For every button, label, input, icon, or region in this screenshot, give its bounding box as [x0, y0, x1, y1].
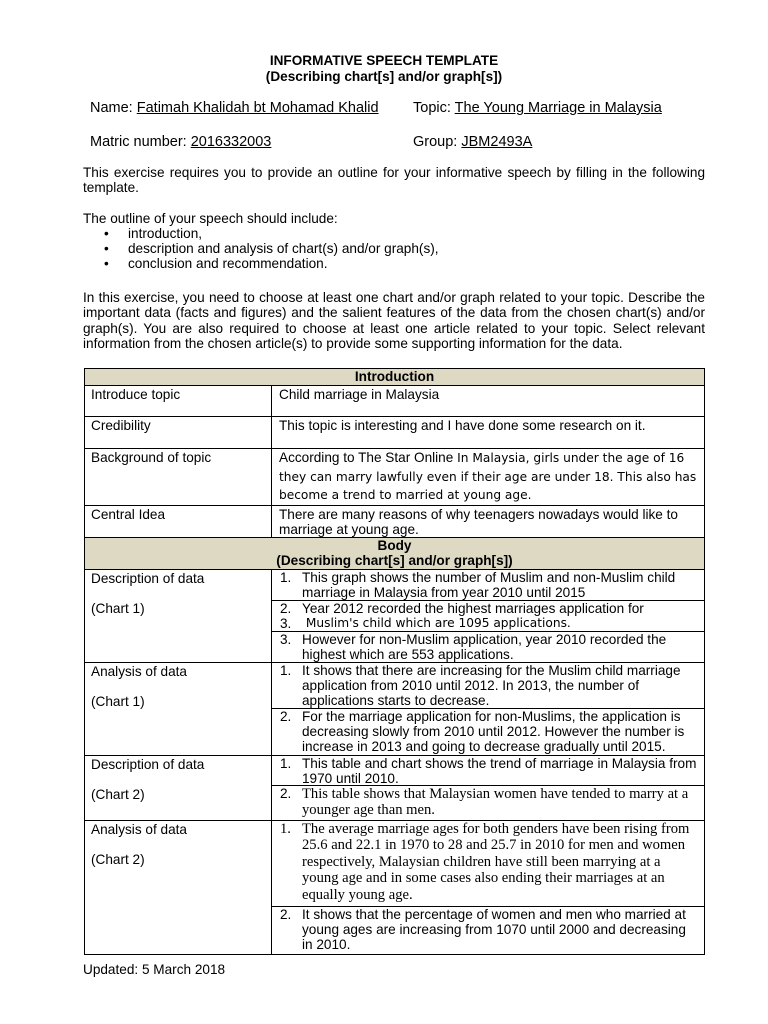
group-field	[413, 133, 532, 151]
row-items	[272, 662, 705, 755]
matric-value: 2016332003	[190, 134, 272, 150]
section-chart: (Chart 2)	[91, 787, 145, 803]
row-label	[85, 662, 272, 755]
list-item: 1. This graph shows the number of Muslim and non-Muslim child marriage in Malaysia from year 2010 until 2015	[272, 570, 704, 601]
section-label: Description of data	[91, 570, 205, 586]
list-item: 1. This table and chart shows the trend of marriage in Malaysia from 1970 until 2010.	[272, 756, 704, 786]
row-value: This topic is interesting and I have done some research on it.	[272, 417, 705, 449]
background-source: According to The Star Online	[279, 450, 454, 465]
section-label: Analysis of data	[91, 663, 187, 679]
body-title: Body	[377, 537, 412, 553]
table-row	[85, 755, 705, 820]
row-value	[272, 449, 705, 506]
row-items	[272, 820, 705, 954]
speech-template-table	[84, 368, 705, 955]
background-text	[279, 449, 700, 505]
outline-list	[83, 226, 705, 272]
topic-value: The Young Marriage in Malaysia	[454, 100, 662, 116]
table-row	[85, 417, 705, 449]
background-detail: In Malaysia, girls under the age of 16 they can marry lawfully even if their age are under 18. This also has become a trend to married at young age.	[279, 451, 697, 502]
list-item: • conclusion and recommendation.	[83, 256, 705, 271]
row-value: There are many reasons of why teenagers nowadays would like to marriage at young age.	[272, 505, 705, 537]
row-label	[85, 569, 272, 662]
table-row	[85, 386, 705, 417]
row-label	[85, 820, 272, 954]
name-label: Name:	[90, 100, 133, 116]
list-item: 2. It shows that the percentage of women and men who married at young ages are increasing from 1070 until 2000 and decreasing in 2010.	[280, 906, 686, 953]
list-item: • introduction,	[83, 226, 705, 241]
row-label: Credibility	[85, 417, 272, 449]
row-value: Child marriage in Malaysia	[272, 386, 705, 417]
section-label: Description of data	[91, 756, 205, 772]
instructions-intro: This exercise requires you to provide an outline for your informative speech by filling in the following template.	[83, 165, 705, 196]
section-chart: (Chart 1)	[91, 601, 145, 617]
exercise-instructions: In this exercise, you need to choose at least one chart and/or graph related to your topic. Describe the important data (facts and figures) and the salient features of the data from the chosen chart(s) and/or graph(s). You are also required to choose at least one article related to your topic. Select relevant information from the chosen article(s) to provide some supporting information for the data.	[83, 290, 705, 351]
table-row	[85, 449, 705, 506]
outline-lead: The outline of your speech should include:	[83, 211, 338, 226]
section-label: Analysis of data	[91, 821, 187, 837]
list-item: 1. It shows that there are increasing for the Muslim child marriage application from 2010 until 2012. In 2013, the number of applications starts to decrease.	[272, 663, 704, 709]
name-field	[90, 99, 379, 117]
row-items	[272, 755, 705, 820]
body-subtitle: (Describing chart[s] and/or graph[s])	[276, 553, 513, 569]
group-label: Group:	[413, 134, 458, 150]
list-item: 2. For the marriage application for non-Muslims, the application is decreasing slowly from 2010 until 2012. However the number is increase in 2013 and going to decrease gradually until 2015.	[280, 708, 685, 755]
table-row	[85, 662, 705, 755]
group-value: JBM2493A	[461, 134, 533, 150]
matric-label: Matric number:	[90, 134, 187, 150]
list-item: • description and analysis of chart(s) and/or graph(s),	[83, 241, 705, 256]
name-value: Fatimah Khalidah bt Mohamad Khalid	[136, 100, 379, 116]
table-row	[85, 820, 705, 954]
updated-date: Updated: 5 March 2018	[83, 962, 226, 977]
body-heading	[85, 537, 705, 569]
row-items	[272, 569, 705, 662]
introduction-heading: Introduction	[85, 369, 705, 386]
document-title: INFORMATIVE SPEECH TEMPLATE	[269, 53, 499, 68]
topic-field	[413, 99, 662, 117]
section-chart: (Chart 1)	[91, 694, 145, 710]
section-chart: (Chart 2)	[91, 852, 145, 868]
list-item: 1. The average marriage ages for both genders have been rising from 25.6 and 22.1 in 1970 to 28 and 25.7 in 2010 for men and women respectively, Malaysian children have still been marrying at a young age and in some cases also ending their marriages at an equally young age.	[272, 821, 704, 907]
row-label: Background of topic	[85, 449, 272, 506]
table-row	[85, 505, 705, 537]
table-row	[85, 569, 705, 662]
list-item: 3. However for non-Muslim application, year 2010 recorded the highest which are 553 applications.	[280, 631, 667, 663]
row-label: Introduce topic	[85, 386, 272, 417]
document-subtitle: (Describing chart[s] and/or graph[s])	[265, 69, 503, 84]
row-label: Central Idea	[85, 505, 272, 537]
row-label	[85, 755, 272, 820]
matric-field	[90, 133, 271, 151]
list-item: 2. Year 2012 recorded the highest marriages application for 3. Muslim's child which are 1095 applications.	[272, 601, 704, 632]
list-item: 2. This table shows that Malaysian women have tended to marry at a younger age than men.	[280, 785, 689, 819]
topic-label: Topic:	[413, 100, 451, 116]
